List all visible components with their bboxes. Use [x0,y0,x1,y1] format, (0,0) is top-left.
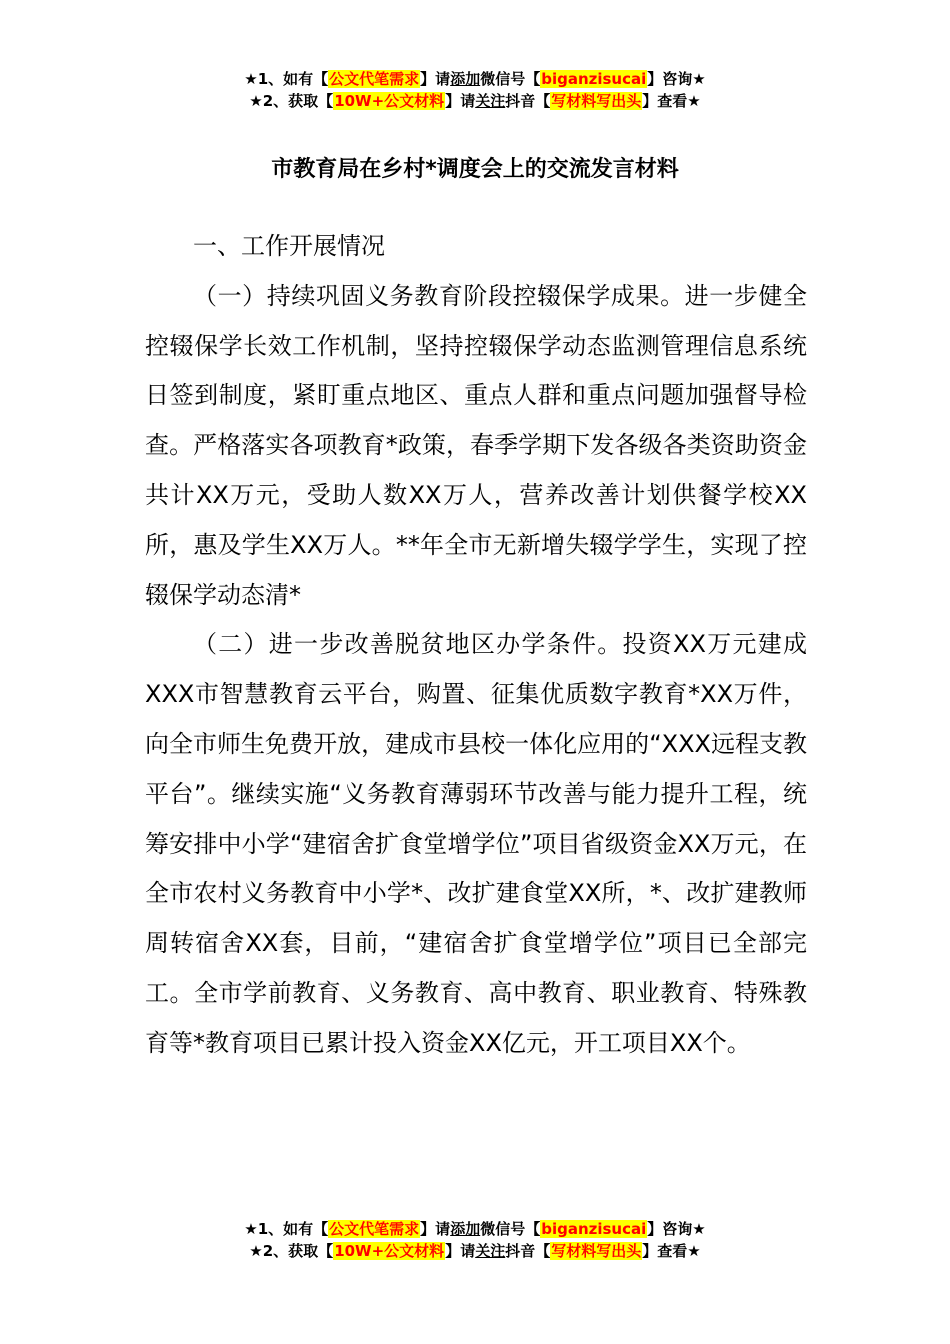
banner-line-1 [0,1218,950,1240]
banner-text: 】咨询★ [647,70,706,88]
banner-text: ★2、获取【 [249,92,334,110]
banner-text: 】请 [445,92,476,110]
banner-underlined: 添加 [450,70,481,88]
banner-line-2 [0,1240,950,1262]
banner-text: 】请 [420,1220,451,1238]
banner-highlight: 公文代笔需求 [329,1220,420,1238]
paragraph-2: （二）进一步改善脱贫地区办学条件。投资XX万元建成XXX市智慧教育云平台，购置、征集优质数字教育*XX万件，向全市师生免费开放，建成市县校一体化应用的“XXX远程支教平台”。继续实施“义务教育薄弱环节改善与能力提升工程，统筹安排中小学“建宿舍扩食堂增学位”项目省级资金XX万元，在全市农村义务教育中小学*、改扩建食堂XX所，*、改扩建教师周转宿舍XX套，目前，“建宿舍扩食堂增学位”项目已全部完工。全市学前教育、义务教育、高中教育、职业教育、特殊教育等*教育项目已累计投入资金XX亿元，开工项目XX个。 [145,630,807,1057]
banner-text: 微信号【 [480,1220,541,1238]
banner-text: 】咨询★ [647,1220,706,1238]
banner-highlight: 写材料写出头 [551,92,642,110]
banner-underlined: 关注 [475,1242,506,1260]
section-heading: 一、工作开展情况 [193,232,385,260]
banner-text: ★1、如有【 [244,1220,329,1238]
banner-highlight: 写材料写出头 [551,1242,642,1260]
banner-highlight: 公文代笔需求 [329,70,420,88]
banner-text: 】请 [445,1242,476,1260]
banner-text: 抖音【 [505,92,551,110]
banner-text: 】查看★ [642,1242,701,1260]
banner-text: 】请 [420,70,451,88]
banner-line-2 [0,90,950,112]
banner-text: ★2、获取【 [249,1242,334,1260]
document-title: 市教育局在乡村*调度会上的交流发言材料 [271,157,679,182]
banner-underlined: 添加 [450,1220,481,1238]
header-banner [0,68,950,112]
banner-highlight: biganzisucai [541,70,647,88]
banner-highlight: 10W+公文材料 [334,92,445,110]
banner-underlined: 关注 [475,92,506,110]
document-body [145,222,807,1069]
banner-text: 】查看★ [642,92,701,110]
banner-text: 微信号【 [480,70,541,88]
banner-text: ★1、如有【 [244,70,329,88]
banner-highlight: 10W+公文材料 [334,1242,445,1260]
banner-text: 抖音【 [505,1242,551,1260]
banner-highlight: biganzisucai [541,1220,647,1238]
footer-banner [0,1218,950,1262]
paragraph-1: （一）持续巩固义务教育阶段控辍保学成果。进一步健全控辍保学长效工作机制，坚持控辍保学动态监测管理信息系统日签到制度，紧盯重点地区、重点人群和重点问题加强督导检查。严格落实各项教育*政策，春季学期下发各级各类资助资金共计XX万元，受助人数XX万人，营养改善计划供餐学校XX所，惠及学生XX万人。**年全市无新增失辍学学生，实现了控辍保学动态清* [145,281,807,609]
banner-line-1 [0,68,950,90]
